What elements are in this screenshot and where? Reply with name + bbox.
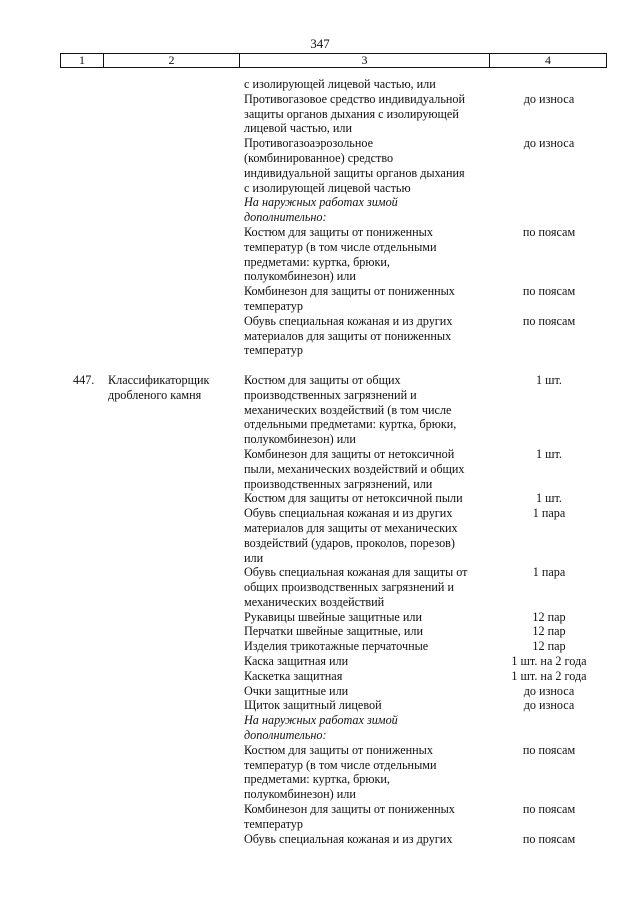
table-row <box>0 92 640 107</box>
item-text: с изолирующей лицевой частью <box>244 180 411 195</box>
item-text: производственных загрязнений, или <box>244 476 433 491</box>
column-header-4: 4 <box>545 53 551 67</box>
page-number: 347 <box>310 36 330 51</box>
issue-norm: 12 пар <box>532 624 566 639</box>
column-header-2: 2 <box>104 54 240 67</box>
table-row <box>0 506 640 521</box>
table-row <box>0 195 640 210</box>
table-row <box>0 551 640 566</box>
table-row <box>0 536 640 551</box>
table-row <box>0 314 640 329</box>
table-row <box>0 447 640 462</box>
table-row <box>0 580 640 595</box>
item-text: Обувь специальная кожаная и из других <box>244 313 453 328</box>
item-text: механических воздействий (в том числе <box>244 402 452 417</box>
issue-norm: до износа <box>523 683 575 698</box>
table-row <box>0 521 640 536</box>
item-text: Каскетка защитная <box>244 668 343 683</box>
item-text: Рукавицы швейные защитные или <box>244 609 422 624</box>
item-text: Щиток защитный лицевой <box>244 698 382 713</box>
item-text: производственных загрязнений и <box>244 387 417 402</box>
item-text: температур (в том числе отдельными <box>244 757 437 772</box>
item-text: предметами: куртка, брюки, <box>244 254 390 269</box>
table-row <box>0 772 640 787</box>
item-text: пыли, механических воздействий и общих <box>244 461 465 476</box>
issue-norm: до износа <box>523 136 575 151</box>
table-row <box>0 417 640 432</box>
item-text: материалов для защиты от механических <box>244 520 458 535</box>
entry-gap <box>0 358 640 373</box>
item-text: температур <box>244 343 303 358</box>
table-row <box>0 210 640 225</box>
entry-447-block <box>0 373 640 847</box>
item-text: (комбинированное) средство <box>244 150 394 165</box>
table-row <box>0 639 640 654</box>
issue-norm: по поясам <box>522 831 576 846</box>
section-note: дополнительно: <box>244 210 327 225</box>
issue-norm: 1 шт. <box>536 372 562 387</box>
item-text: лицевой частью, или <box>244 121 353 136</box>
table-row <box>0 329 640 344</box>
item-text: полукомбинезон) или <box>244 269 356 284</box>
item-text: полукомбинезон) или <box>244 432 356 447</box>
profession-name: дробленого камня <box>108 387 202 402</box>
table-row <box>0 388 640 403</box>
item-text: Комбинезон для защиты от пониженных <box>244 284 455 299</box>
table-row <box>0 698 640 713</box>
profession-name: Классификаторщик <box>108 372 210 387</box>
item-text: Обувь специальная кожаная для защиты от <box>244 565 468 580</box>
table-row <box>0 136 640 151</box>
issue-norm: 1 шт. <box>536 446 562 461</box>
table-row <box>0 462 640 477</box>
table-row <box>0 491 640 506</box>
issue-norm: до износа <box>523 698 575 713</box>
issue-norm: 12 пар <box>532 639 566 654</box>
item-text: Костюм для защиты от нетоксичной пыли <box>244 491 463 506</box>
issue-norm: по поясам <box>522 313 576 328</box>
issue-norm: 1 пара <box>532 506 566 521</box>
table-row <box>0 728 640 743</box>
continued-entry-block <box>0 77 640 358</box>
item-text: воздействий (ударов, проколов, порезов) <box>244 535 455 550</box>
item-text: защиты органов дыхания с изолирующей <box>244 106 459 121</box>
table-row <box>0 255 640 270</box>
entry-number: 447. <box>73 372 95 387</box>
table-row <box>0 802 640 817</box>
item-text: Противогазовое средство индивидуальной <box>244 91 466 106</box>
section-note: На наружных работах зимой <box>244 713 398 728</box>
item-text: Противогазоаэрозольное <box>244 136 374 151</box>
item-text: температур <box>244 816 303 831</box>
table-row <box>0 403 640 418</box>
item-text: механических воздействий <box>244 594 385 609</box>
item-text: или <box>244 550 264 565</box>
issue-norm: по поясам <box>522 802 576 817</box>
issue-norm: 1 шт. <box>536 491 562 506</box>
table-row <box>0 151 640 166</box>
issue-norm: по поясам <box>522 284 576 299</box>
issue-norm: до износа <box>523 91 575 106</box>
table-row <box>0 743 640 758</box>
column-header-1: 1 <box>61 54 104 67</box>
table-row <box>0 477 640 492</box>
item-text: отдельными предметами: куртка, брюки, <box>244 417 457 432</box>
table-row <box>0 373 640 388</box>
item-text: с изолирующей лицевой частью, или <box>244 77 436 91</box>
table-row <box>0 684 640 699</box>
table-row <box>0 240 640 255</box>
item-text: Очки защитные или <box>244 683 349 698</box>
table-row <box>0 343 640 358</box>
table-row <box>0 713 640 728</box>
item-text: Обувь специальная кожаная и из других <box>244 506 453 521</box>
item-text: индивидуальной защиты органов дыхания <box>244 165 465 180</box>
item-text: Костюм для защиты от пониженных <box>244 224 433 239</box>
table-row <box>0 77 640 92</box>
item-text: Костюм для защиты от пониженных <box>244 742 433 757</box>
item-text: Обувь специальная кожаная и из других <box>244 831 453 846</box>
item-text: предметами: куртка, брюки, <box>244 772 390 787</box>
item-text: Перчатки швейные защитные, или <box>244 624 424 639</box>
item-text: Костюм для защиты от общих <box>244 372 401 387</box>
issue-norm: 1 шт. на 2 года <box>511 668 587 683</box>
table-row <box>0 432 640 447</box>
table-row <box>0 565 640 580</box>
issue-norm: 1 пара <box>532 565 566 580</box>
table-row <box>0 299 640 314</box>
table-row <box>0 166 640 181</box>
item-text: Изделия трикотажные перчаточные <box>244 639 429 654</box>
issue-norm: 12 пар <box>532 609 566 624</box>
table-row <box>0 758 640 773</box>
item-text: Комбинезон для защиты от нетоксичной <box>244 446 455 461</box>
section-note: дополнительно: <box>244 728 327 743</box>
table-row <box>0 654 640 669</box>
table-row <box>0 787 640 802</box>
column-header-3: 3 <box>240 54 490 67</box>
issue-norm: по поясам <box>522 742 576 757</box>
table-row <box>0 284 640 299</box>
item-text: материалов для защиты от пониженных <box>244 328 452 343</box>
table-row <box>0 181 640 196</box>
item-text: Каска защитная или <box>244 654 349 669</box>
table-row <box>0 669 640 684</box>
table-row <box>0 595 640 610</box>
table-row <box>0 610 640 625</box>
column-header-row <box>60 53 607 68</box>
item-text: общих производственных загрязнений и <box>244 580 455 595</box>
item-text: температур <box>244 298 303 313</box>
table-row <box>0 269 640 284</box>
item-text: Комбинезон для защиты от пониженных <box>244 802 455 817</box>
table-body <box>0 77 640 846</box>
table-row <box>0 225 640 240</box>
table-row <box>0 817 640 832</box>
section-note: На наружных работах зимой <box>244 195 398 210</box>
issue-norm: 1 шт. на 2 года <box>511 654 587 669</box>
item-text: температур (в том числе отдельными <box>244 239 437 254</box>
issue-norm: по поясам <box>522 224 576 239</box>
table-row <box>0 832 640 847</box>
table-row <box>0 624 640 639</box>
item-text: полукомбинезон) или <box>244 787 356 802</box>
table-row <box>0 121 640 136</box>
table-row <box>0 107 640 122</box>
